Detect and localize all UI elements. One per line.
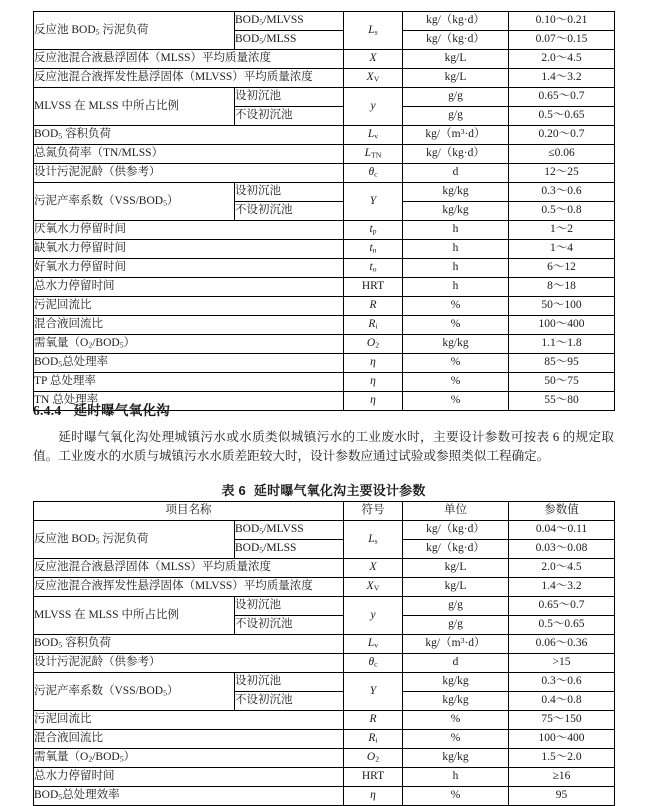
row-unit: kg/kg [403, 749, 509, 768]
row-symbol: $\theta_c$ [344, 654, 403, 673]
row-item-subname: 设初沉池 [235, 597, 344, 616]
row-unit: d [403, 164, 509, 183]
row-item-name: 反应池混合液悬浮固体（MLSS）平均质量浓度 [34, 50, 344, 69]
row-item-name: 设计污泥泥龄（供参考） [34, 164, 344, 183]
row-item-name: TP 总处理率 [34, 373, 344, 392]
row-value: 0.4～0.8 [509, 692, 615, 711]
row-value: ≥16 [509, 768, 615, 787]
row-value: 0.06～0.36 [509, 635, 615, 654]
row-item-name: 污泥产率系数$(VSS/BOD_5)$ [34, 183, 235, 221]
row-value: 0.5～0.65 [509, 616, 615, 635]
table-row [34, 259, 615, 278]
row-value: 50～100 [509, 297, 615, 316]
row-symbol: Y [344, 673, 403, 711]
table-row [34, 12, 615, 31]
row-symbol: $\theta_c$ [344, 164, 403, 183]
table-row [34, 730, 615, 749]
table-row [34, 373, 615, 392]
row-item-subname: $BOD_5$/MLSS [235, 31, 344, 50]
table-row [34, 183, 615, 202]
row-item-subname: $BOD_5$/MLSS [235, 540, 344, 559]
row-item-name: 总水力停留时间 [34, 768, 344, 787]
table-row [34, 559, 615, 578]
row-unit: g/g [403, 88, 509, 107]
row-unit: kg/L [403, 578, 509, 597]
row-value: 6～12 [509, 259, 615, 278]
row-unit: kg/kg [403, 183, 509, 202]
row-item-subname: $BOD_5$/MLVSS [235, 12, 344, 31]
row-item-subname: 不设初沉池 [235, 616, 344, 635]
row-unit: % [403, 711, 509, 730]
row-value: 1～2 [509, 221, 615, 240]
row-symbol: y [344, 88, 403, 126]
row-item-subname: 不设初沉池 [235, 202, 344, 221]
table6-body [34, 521, 615, 806]
row-value: 100～400 [509, 730, 615, 749]
row-value: 2.0～4.5 [509, 559, 615, 578]
row-symbol: $R_i$ [344, 730, 403, 749]
row-symbol: η [344, 354, 403, 373]
row-unit: $kg/(m^3\cdot d)$ [403, 126, 509, 145]
row-item-name: TN 总处理率 [34, 392, 344, 411]
row-unit: % [403, 354, 509, 373]
row-unit: g/g [403, 616, 509, 635]
row-symbol: $t_p$ [344, 221, 403, 240]
row-value: 0.07～0.15 [509, 31, 615, 50]
row-symbol: $X_V$ [344, 578, 403, 597]
row-symbol: $L_s$ [344, 521, 403, 559]
row-item-name: 反应池混合液挥发性悬浮固体（MLVSS）平均质量浓度 [34, 578, 344, 597]
row-item-name: 污泥产率系数$(VSS/BOD_5)$ [34, 673, 235, 711]
row-symbol: R [344, 297, 403, 316]
table-top-wrapper [0, 11, 615, 411]
table-row [34, 335, 615, 354]
row-value: 12～25 [509, 164, 615, 183]
table6-header-symbol: 符号 [344, 502, 403, 521]
row-item-name: 反应池混合液挥发性悬浮固体（MLVSS）平均质量浓度 [34, 69, 344, 88]
table6-header-value: 参数值 [509, 502, 615, 521]
row-unit: kg/（kg·d） [403, 12, 509, 31]
row-unit: kg/（kg·d） [403, 145, 509, 164]
row-unit: kg/kg [403, 692, 509, 711]
row-value: 0.20～0.7 [509, 126, 615, 145]
table-row [34, 673, 615, 692]
row-symbol: η [344, 787, 403, 806]
table-row [34, 278, 615, 297]
row-value: 2.0～4.5 [509, 50, 615, 69]
table-row [34, 578, 615, 597]
row-symbol: Y [344, 183, 403, 221]
row-symbol: HRT [344, 278, 403, 297]
row-value: 85～95 [509, 354, 615, 373]
row-value: 0.65～0.7 [509, 597, 615, 616]
row-unit: h [403, 278, 509, 297]
row-item-subname: 设初沉池 [235, 183, 344, 202]
row-item-name: 设计污泥泥龄（供参考） [34, 654, 344, 673]
row-value: 1.1～1.8 [509, 335, 615, 354]
row-symbol: $R_i$ [344, 316, 403, 335]
row-symbol: $t_n$ [344, 240, 403, 259]
row-item-name: 总氮负荷率（TN/MLSS） [34, 145, 344, 164]
row-symbol: HRT [344, 768, 403, 787]
row-item-name: 反应池 $BOD_5$ 污泥负荷 [34, 521, 235, 559]
row-unit: h [403, 240, 509, 259]
row-item-name: 污泥回流比 [34, 711, 344, 730]
row-item-name: $BOD_5$总处理效率 [34, 787, 344, 806]
row-unit: kg/kg [403, 202, 509, 221]
section-number: 6.4.4 [33, 403, 62, 418]
row-item-name: 反应池混合液悬浮固体（MLSS）平均质量浓度 [34, 559, 344, 578]
row-value: 1.4～3.2 [509, 578, 615, 597]
table-row [34, 297, 615, 316]
table-row [34, 787, 615, 806]
row-unit: % [403, 373, 509, 392]
table-row [34, 164, 615, 183]
row-item-name: 厌氧水力停留时间 [34, 221, 344, 240]
table-row [34, 354, 615, 373]
row-item-name: MLVSS 在 MLSS 中所占比例 [34, 597, 235, 635]
row-unit: kg/L [403, 69, 509, 88]
row-value: ≤0.06 [509, 145, 615, 164]
row-value: 8～18 [509, 278, 615, 297]
section-heading [33, 399, 170, 419]
row-value: 1.4～3.2 [509, 69, 615, 88]
row-value: 0.65～0.7 [509, 88, 615, 107]
row-symbol: η [344, 392, 403, 411]
row-item-subname: 设初沉池 [235, 88, 344, 107]
table6 [33, 501, 615, 806]
table-row [34, 126, 615, 145]
row-value: 0.04～0.11 [509, 521, 615, 540]
table6-wrapper [0, 501, 615, 806]
table-row [34, 768, 615, 787]
row-unit: % [403, 392, 509, 411]
row-unit: kg/L [403, 50, 509, 69]
row-value: 0.5～0.65 [509, 107, 615, 126]
table6-caption-label: 表 6 [221, 483, 246, 498]
table-row [34, 711, 615, 730]
table-row [34, 597, 615, 616]
table-row [34, 240, 615, 259]
row-symbol: $t_o$ [344, 259, 403, 278]
row-item-name: 污泥回流比 [34, 297, 344, 316]
row-unit: % [403, 297, 509, 316]
row-unit: $kg/(m^3\cdot d)$ [403, 635, 509, 654]
row-item-name: 需氧量$(O_2/BOD_5)$ [34, 335, 344, 354]
row-unit: kg/kg [403, 673, 509, 692]
row-value: 55～80 [509, 392, 615, 411]
table6-caption-title: 延时曝气氧化沟主要设计参数 [253, 483, 426, 498]
row-item-name: 需氧量$(O_2/BOD_5)$ [34, 749, 344, 768]
row-unit: kg/L [403, 559, 509, 578]
row-unit: kg/（kg·d） [403, 540, 509, 559]
row-symbol: $O_2$ [344, 749, 403, 768]
row-unit: h [403, 259, 509, 278]
row-symbol: η [344, 373, 403, 392]
row-unit: kg/（kg·d） [403, 31, 509, 50]
row-item-name: $BOD_5$ 容积负荷 [34, 635, 344, 654]
row-symbol: $L_s$ [344, 12, 403, 50]
table-row [34, 635, 615, 654]
row-item-name: 混合液回流比 [34, 316, 344, 335]
table-row [34, 145, 615, 164]
row-symbol: $L_v$ [344, 635, 403, 654]
row-unit: kg/kg [403, 335, 509, 354]
row-value: 75～150 [509, 711, 615, 730]
table6-header-unit: 单位 [403, 502, 509, 521]
row-value: >15 [509, 654, 615, 673]
table-top-body [34, 12, 615, 411]
row-value: 100～400 [509, 316, 615, 335]
row-item-subname: 不设初沉池 [235, 107, 344, 126]
table-row [34, 50, 615, 69]
table-row [34, 521, 615, 540]
row-unit: kg/（kg·d） [403, 521, 509, 540]
row-value: 95 [509, 787, 615, 806]
table-row [34, 69, 615, 88]
table-row [34, 221, 615, 240]
row-value: 0.3～0.6 [509, 673, 615, 692]
row-value: 0.3～0.6 [509, 183, 615, 202]
table-row [34, 88, 615, 107]
row-unit: h [403, 768, 509, 787]
row-unit: % [403, 730, 509, 749]
row-item-subname: 设初沉池 [235, 673, 344, 692]
body-paragraph: 延时曝气氧化沟处理城镇污水或水质类似城镇污水的工业废水时，主要设计参数可按表 6 的规定取值。工业废水的水质与城镇污水水质差距较大时，设计参数应通过试验或参照类似工程确定。 [33, 430, 614, 463]
row-unit: g/g [403, 107, 509, 126]
section-title: 延时曝气氧化沟 [73, 403, 171, 418]
row-unit: h [403, 221, 509, 240]
row-value: 50～75 [509, 373, 615, 392]
row-symbol: $O_2$ [344, 335, 403, 354]
row-item-subname: $BOD_5$/MLVSS [235, 521, 344, 540]
row-value: 0.03～0.08 [509, 540, 615, 559]
row-item-name: 反应池 $BOD_5$ 污泥负荷 [34, 12, 235, 50]
row-value: 1～4 [509, 240, 615, 259]
row-item-name: 混合液回流比 [34, 730, 344, 749]
row-symbol: X [344, 559, 403, 578]
row-item-name: $BOD_5$总处理率 [34, 354, 344, 373]
table6-head [34, 502, 615, 521]
row-symbol: $X_V$ [344, 69, 403, 88]
row-value: 0.10～0.21 [509, 12, 615, 31]
row-symbol: R [344, 711, 403, 730]
table6-caption [0, 480, 647, 499]
row-symbol: X [344, 50, 403, 69]
row-unit: % [403, 316, 509, 335]
row-item-subname: 不设初沉池 [235, 692, 344, 711]
table6-header-row [34, 502, 615, 521]
row-item-name: $BOD_5$ 容积负荷 [34, 126, 344, 145]
table-row [34, 316, 615, 335]
row-item-name: 总水力停留时间 [34, 278, 344, 297]
row-symbol: y [344, 597, 403, 635]
row-unit: g/g [403, 597, 509, 616]
row-item-name: MLVSS 在 MLSS 中所占比例 [34, 88, 235, 126]
row-symbol: $L_{TN}$ [344, 145, 403, 164]
row-item-name: 缺氧水力停留时间 [34, 240, 344, 259]
row-unit: % [403, 787, 509, 806]
row-value: 0.5～0.8 [509, 202, 615, 221]
table-top [33, 11, 615, 411]
row-value: 1.5～2.0 [509, 749, 615, 768]
table6-header-name: 项目名称 [34, 502, 344, 521]
row-symbol: $L_v$ [344, 126, 403, 145]
table-row [34, 749, 615, 768]
row-unit: d [403, 654, 509, 673]
row-item-name: 好氧水力停留时间 [34, 259, 344, 278]
table-row [34, 654, 615, 673]
